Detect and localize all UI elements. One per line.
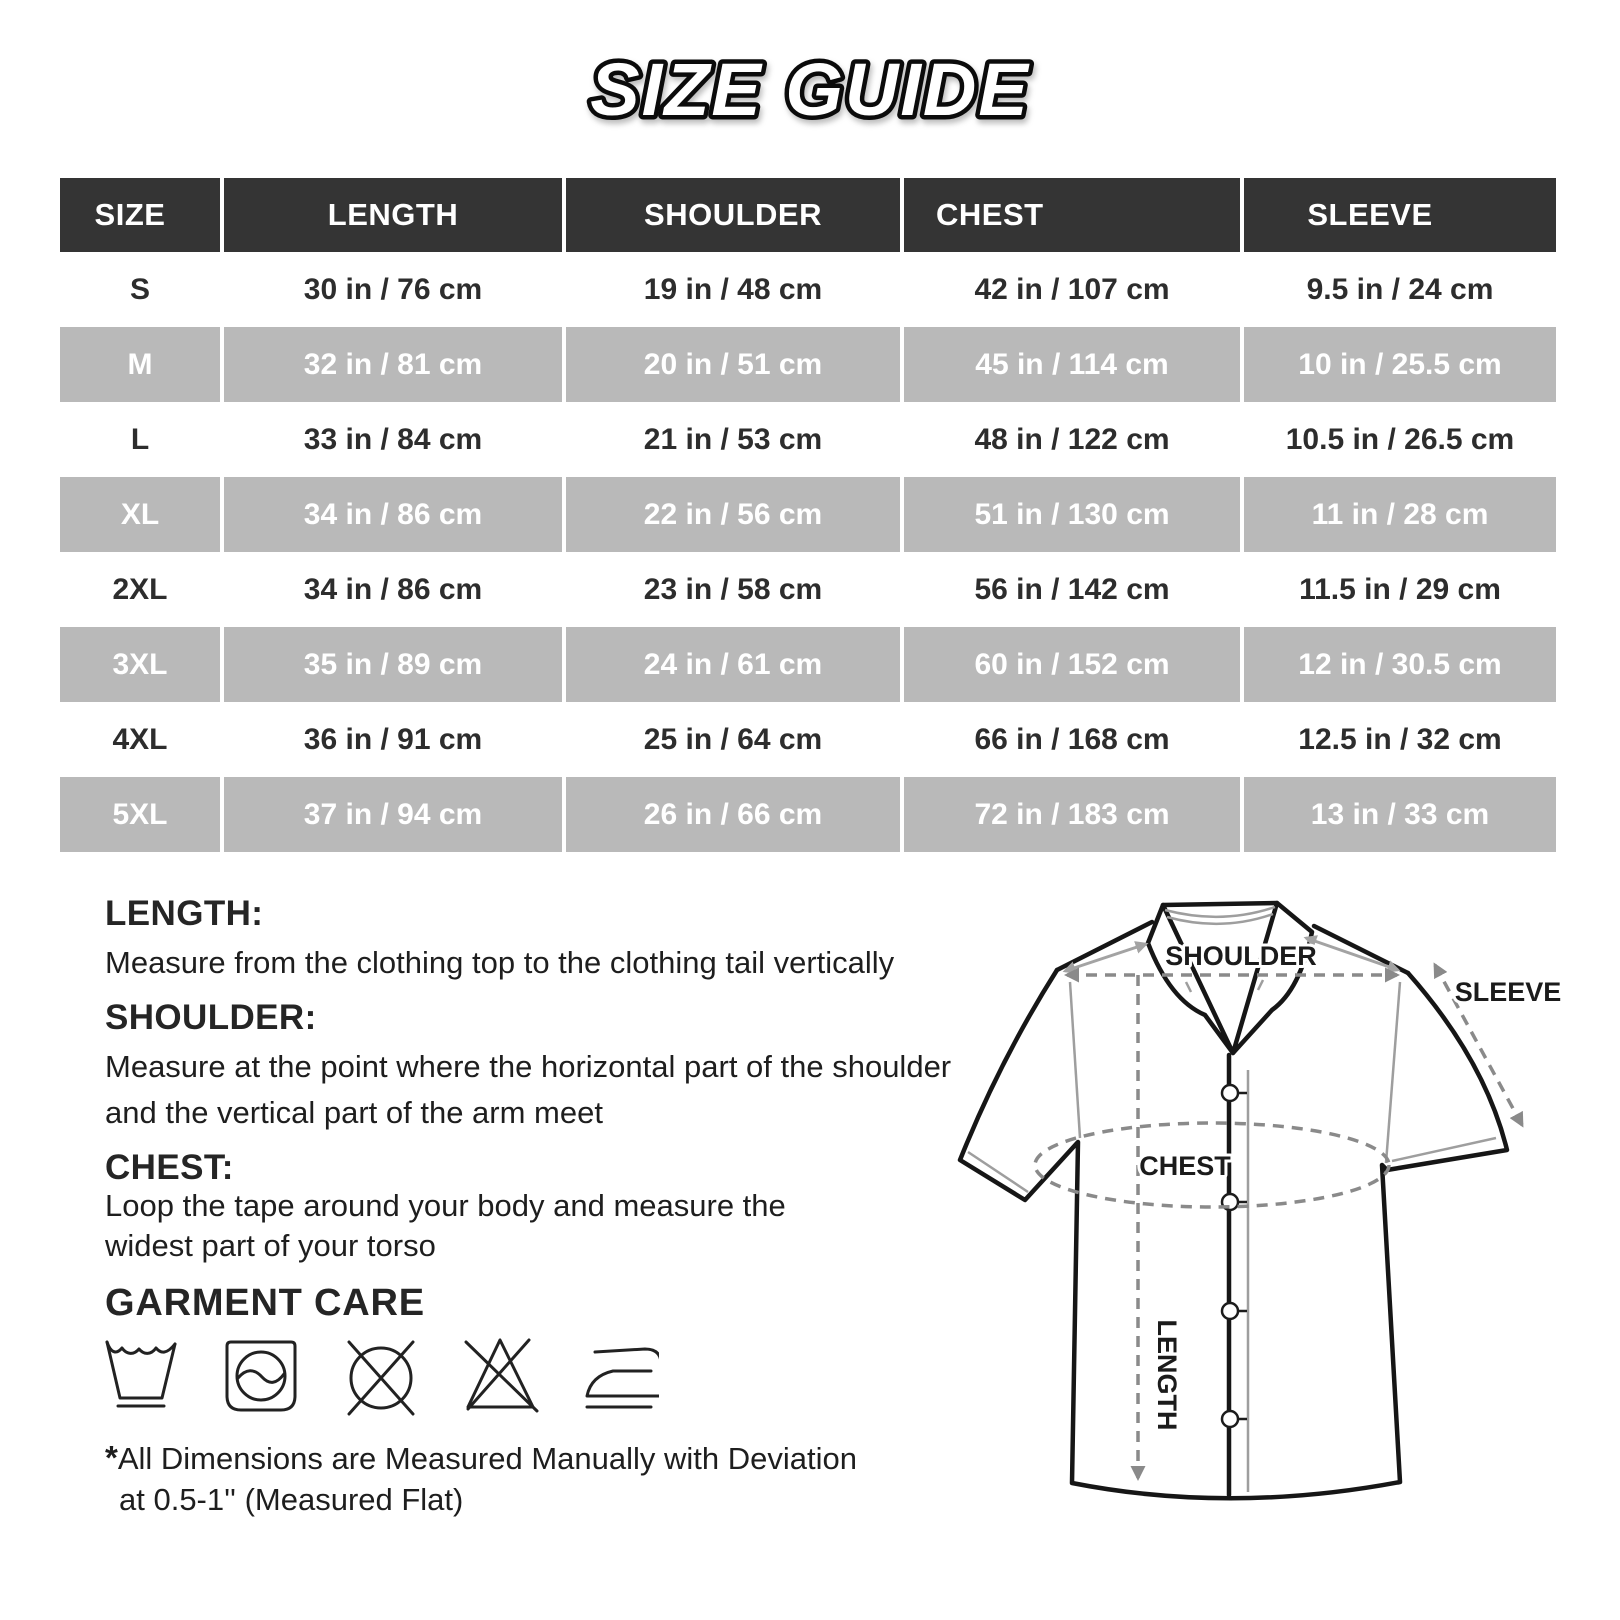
section-body-length: Measure from the clothing top to the clothing tail vertically xyxy=(105,945,895,980)
table-cell: 33 in / 84 cm xyxy=(224,402,562,477)
table-cell: 5XL xyxy=(60,777,220,852)
table-cell: 56 in / 142 cm xyxy=(904,552,1240,627)
table-cell: 72 in / 183 cm xyxy=(904,777,1240,852)
table-cell: 45 in / 114 cm xyxy=(904,327,1240,402)
table-cell: L xyxy=(60,402,220,477)
hand-wash-icon xyxy=(103,1336,179,1422)
diagram-label-length: LENGTH xyxy=(1152,1319,1182,1431)
machine-wash-icon xyxy=(223,1336,299,1422)
column-header-sleeve: SLEEVE xyxy=(1244,178,1556,252)
table-cell: 10.5 in / 26.5 cm xyxy=(1244,402,1556,477)
table-cell: 34 in / 86 cm xyxy=(224,477,562,552)
column-header-shoulder: SHOULDER xyxy=(566,178,900,252)
table-cell: 21 in / 53 cm xyxy=(566,402,900,477)
title-graphic xyxy=(530,30,1090,150)
table-cell: 26 in / 66 cm xyxy=(566,777,900,852)
table-cell: 24 in / 61 cm xyxy=(566,627,900,702)
table-cell: 36 in / 91 cm xyxy=(224,702,562,777)
page-title xyxy=(0,30,1620,155)
table-cell: 48 in / 122 cm xyxy=(904,402,1240,477)
footnote-asterisk: * xyxy=(105,1439,118,1476)
table-cell: 20 in / 51 cm xyxy=(566,327,900,402)
table-cell: 19 in / 48 cm xyxy=(566,252,900,327)
iron-icon xyxy=(583,1336,659,1422)
table-cell: 23 in / 58 cm xyxy=(566,552,900,627)
table-cell: 51 in / 130 cm xyxy=(904,477,1240,552)
diagram-label-shoulder: SHOULDER xyxy=(1165,941,1317,971)
table-cell: 11.5 in / 29 cm xyxy=(1244,552,1556,627)
table-cell: 10 in / 25.5 cm xyxy=(1244,327,1556,402)
table-cell: 11 in / 28 cm xyxy=(1244,477,1556,552)
page-title-text: SIZE GUIDE xyxy=(590,48,1030,131)
table-cell: 25 in / 64 cm xyxy=(566,702,900,777)
table-cell: 30 in / 76 cm xyxy=(224,252,562,327)
section-heading-shoulder: SHOULDER: xyxy=(105,998,317,1037)
diagram-label-sleeve: SLEEVE xyxy=(1454,977,1562,1007)
table-cell: 12.5 in / 32 cm xyxy=(1244,702,1556,777)
shirt-diagram xyxy=(930,870,1620,1620)
table-cell: 35 in / 89 cm xyxy=(224,627,562,702)
table-cell: S xyxy=(60,252,220,327)
section-heading-chest: CHEST: xyxy=(105,1148,234,1187)
table-cell: 60 in / 152 cm xyxy=(904,627,1240,702)
section-heading-length: LENGTH: xyxy=(105,894,264,933)
size-table xyxy=(60,178,1556,852)
column-header-length: LENGTH xyxy=(224,178,562,252)
table-cell: M xyxy=(60,327,220,402)
table-cell: 4XL xyxy=(60,702,220,777)
table-cell: 12 in / 30.5 cm xyxy=(1244,627,1556,702)
diagram-label-chest: CHEST xyxy=(1139,1151,1231,1181)
column-header-size: SIZE xyxy=(60,178,220,252)
care-icons-row xyxy=(103,1336,659,1422)
do-not-bleach-icon xyxy=(463,1336,539,1422)
table-cell: 13 in / 33 cm xyxy=(1244,777,1556,852)
table-cell: 22 in / 56 cm xyxy=(566,477,900,552)
table-cell: 9.5 in / 24 cm xyxy=(1244,252,1556,327)
footnote-line2: at 0.5-1'' (Measured Flat) xyxy=(119,1482,464,1517)
table-cell: 66 in / 168 cm xyxy=(904,702,1240,777)
table-cell: 42 in / 107 cm xyxy=(904,252,1240,327)
do-not-dry-clean-icon xyxy=(343,1336,419,1422)
table-cell: 3XL xyxy=(60,627,220,702)
footnote-line1: All Dimensions are Measured Manually with Deviation xyxy=(117,1441,857,1476)
footnote xyxy=(105,1437,857,1520)
table-cell: XL xyxy=(60,477,220,552)
garment-care-heading: GARMENT CARE xyxy=(105,1282,425,1324)
section-body-chest: Loop the tape around your body and measure the widest part of your torso xyxy=(105,1188,786,1263)
table-cell: 34 in / 86 cm xyxy=(224,552,562,627)
column-header-chest: CHEST xyxy=(904,178,1240,252)
table-cell: 32 in / 81 cm xyxy=(224,327,562,402)
table-cell: 2XL xyxy=(60,552,220,627)
section-body-shoulder: Measure at the point where the horizontal part of the shoulder and the vertical part of the arm meet xyxy=(105,1049,952,1130)
table-cell: 37 in / 94 cm xyxy=(224,777,562,852)
